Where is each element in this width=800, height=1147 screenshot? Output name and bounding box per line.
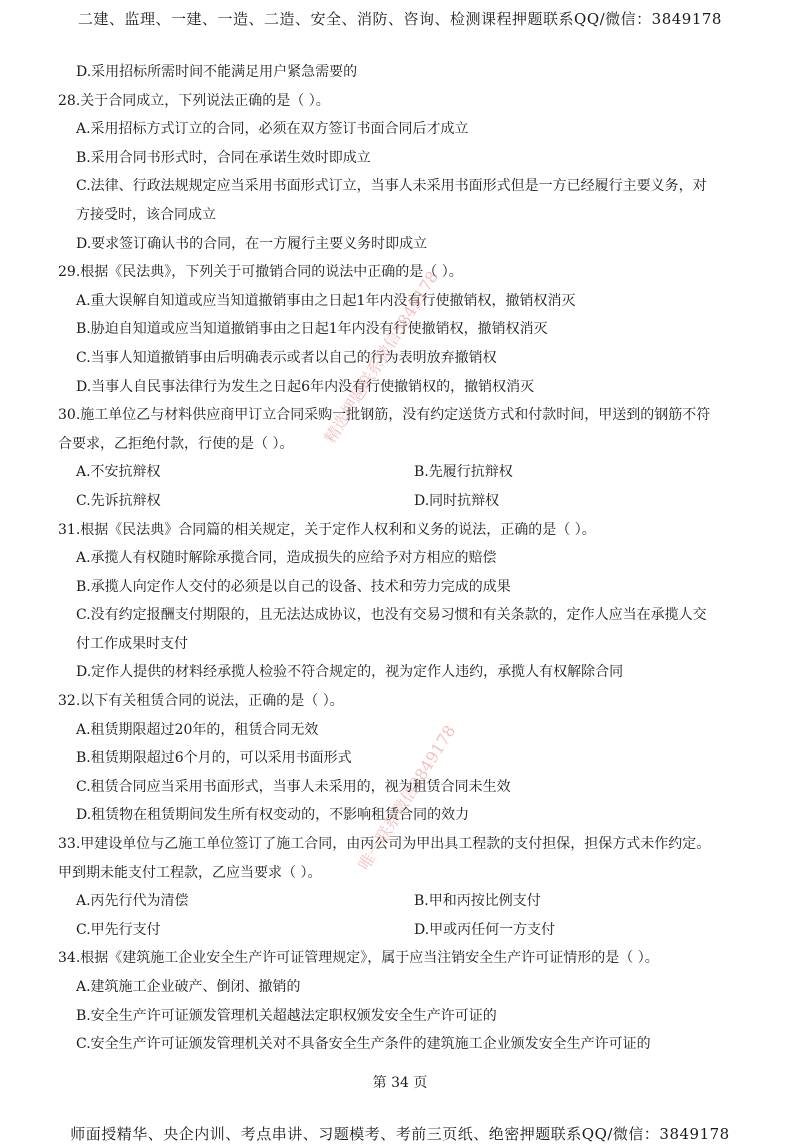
- option-text: A.租赁期限超过20年的，租赁合同无效: [76, 721, 319, 738]
- option-text: B.胁迫自知道或应当知道撤销事由之日起1年内没有行使撤销权，撤销权消灭: [76, 321, 548, 338]
- watermark-text: 精选押题联系微信3849178: [320, 267, 443, 447]
- option-text: B.甲和丙按比例支付: [414, 893, 541, 910]
- option-row: [58, 458, 758, 487]
- option-text: 付工作成果时支付: [76, 635, 188, 652]
- page-number: 第 34 页: [372, 1075, 428, 1091]
- option-text: D.定作人提供的材料经承揽人检验不符合规定的，视为定作人违约，承揽人有权解除合同: [76, 664, 624, 681]
- option-text: D.采用招标所需时间不能满足用户紧急需要的: [76, 64, 358, 80]
- option-text: D.同时抗辩权: [414, 492, 500, 509]
- option-text: C.当事人知道撤销事由后明确表示或者以自己的行为表明放弃撤销权: [76, 349, 497, 366]
- option-text: C.甲先行支付: [76, 921, 161, 938]
- option-row: [58, 887, 758, 916]
- option-text: B.先履行抗辩权: [414, 464, 513, 481]
- question-stem: 32.以下有关租赁合同的说法，正确的是（ ）。: [58, 693, 344, 710]
- option-text: C.法律、行政法规规定应当采用书面形式订立，当事人未采用书面形式但是一方已经履行主要义务，对: [76, 178, 707, 195]
- question-stem: 29.根据《民法典》，下列关于可撤销合同的说法中正确的是（ ）。: [58, 264, 463, 281]
- option-text: A.承揽人有权随时解除承揽合同，造成损失的应给予对方相应的赔偿: [76, 550, 497, 567]
- option-text: A.采用招标方式订立的合同，必须在双方签订书面合同后才成立: [76, 121, 469, 138]
- option-text: 方接受时，该合同成立: [76, 206, 216, 223]
- option-text: A.不安抗辩权: [76, 464, 161, 481]
- option-text: A.重大误解自知道或应当知道撤销事由之日起1年内没有行使撤销权，撤销权消灭: [76, 292, 576, 309]
- question-stem: 30.施工单位乙与材料供应商甲订立合同采购一批钢筋，没有约定送货方式和付款时间，甲送到的钢筋不符: [58, 407, 711, 424]
- option-text: D.甲或丙任何一方支付: [414, 921, 556, 938]
- option-text: D.要求签订确认书的合同，在一方履行主要义务时即成立: [76, 235, 428, 252]
- option-text: A.丙先行代为清偿: [76, 893, 189, 910]
- option-text: C.租赁合同应当采用书面形式，当事人未采用的，视为租赁合同未生效: [76, 778, 511, 795]
- option-text: C.先诉抗辩权: [76, 492, 161, 509]
- question-stem: 28.关于合同成立，下列说法正确的是（ ）。: [58, 92, 330, 109]
- watermark-text: 唯一联系微信3849178: [354, 721, 460, 874]
- question-content: [58, 58, 758, 1059]
- question-stem: 33.甲建设单位与乙施工单位签订了施工合同，由丙公司为甲出具工程款的支付担保，担保方式未作约定。: [58, 836, 711, 853]
- option-text: C.安全生产许可证颁发管理机关对不具备安全生产条件的建筑施工企业颁发安全生产许可证的: [76, 1036, 651, 1053]
- option-row: [58, 487, 758, 516]
- option-text: D.租赁物在租赁期间发生所有权变动的，不影响租赁合同的效力: [76, 807, 470, 824]
- page-footer: 师面授精华、央企内训、考点串讲、习题模考、考前三页纸、绝密押题联系QQ/微信：3849178: [70, 1125, 730, 1143]
- question-stem-continued: 甲到期未能支付工程款，乙应当要求（ ）。: [58, 864, 322, 881]
- option-text: B.承揽人向定作人交付的必须是以自己的设备、技术和劳力完成的成果: [76, 578, 511, 595]
- option-text: B.租赁期限超过6个月的，可以采用书面形式: [76, 750, 352, 767]
- question-stem: 31.根据《民法典》合同篇的相关规定，关于定作人权利和义务的说法，正确的是（ ）。: [58, 521, 596, 538]
- option-text: A.建筑施工企业破产、倒闭、撤销的: [76, 979, 301, 995]
- option-text: D.当事人自民事法律行为发生之日起6年内没有行使撤销权的，撤销权消灭: [76, 378, 535, 395]
- option-text: B.安全生产许可证颁发管理机关超越法定职权颁发安全生产许可证的: [76, 1007, 497, 1024]
- option-row: [58, 916, 758, 945]
- option-text: B.采用合同书形式时，合同在承诺生效时即成立: [76, 149, 371, 166]
- question-stem-continued: 合要求，乙拒绝付款，行使的是（ ）。: [58, 435, 294, 452]
- question-stem: 34.根据《建筑施工企业安全生产许可证管理规定》，属于应当注销安全生产许可证情形的是（ ）。: [58, 950, 659, 967]
- page-header: 二建、监理、一建、一造、二造、安全、消防、咨询、检测课程押题联系QQ/微信：3849178: [78, 10, 722, 28]
- option-text: C.没有约定报酬支付期限的，且无法达成协议，也没有交易习惯和有关条款的，定作人应当在承揽人交: [76, 607, 707, 624]
